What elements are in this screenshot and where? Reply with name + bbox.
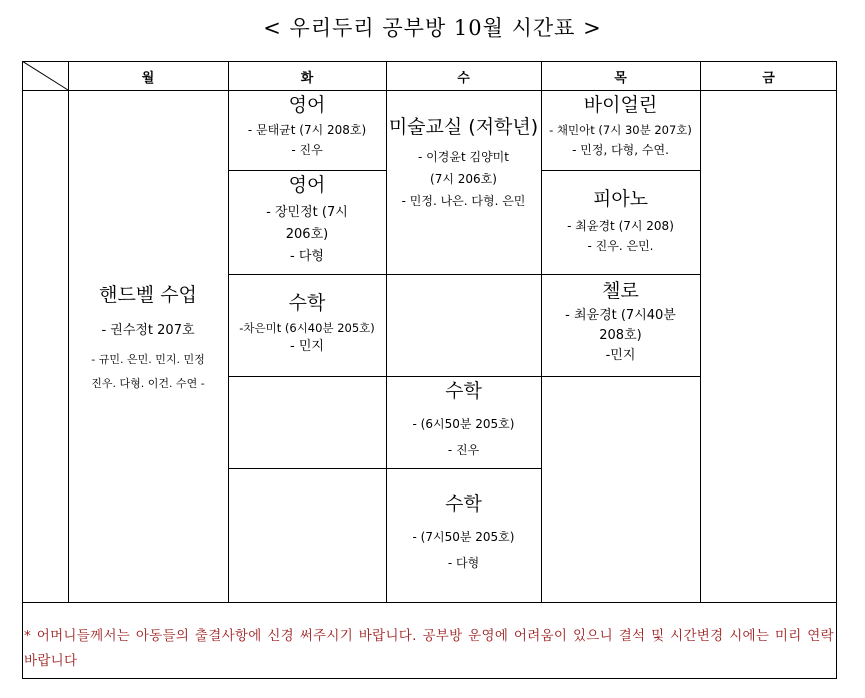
thu-piano <box>541 186 700 256</box>
tue3-teacher: -차은미t (6시40분 205호) <box>239 321 375 335</box>
header-wed: 수 <box>457 70 470 86</box>
tue3-students: - 민지 <box>290 339 324 354</box>
wed1-teacher: - 이경윤t 김양미t <box>418 150 509 164</box>
thu3-teacher-2: 208호) <box>599 328 642 343</box>
thu1-students: - 민정, 다형, 수연. <box>572 143 669 157</box>
header-mon: 월 <box>141 70 155 86</box>
tue1-students: - 진우 <box>291 143 323 157</box>
tue-math <box>228 290 386 356</box>
thu2-teacher: - 최윤경t (7시 208) <box>567 219 674 233</box>
wed3-students: - 다형 <box>447 556 480 570</box>
tue2-teacher: - 장민정t (7시 <box>266 205 348 220</box>
wed1-students: - 민정. 나은. 다형. 은민 <box>401 194 526 208</box>
header-divider <box>22 90 837 91</box>
mon-teacher: - 권수정t 207호 <box>101 323 195 338</box>
tue2-teacher-2: 206호) <box>285 227 329 242</box>
header-tue: 화 <box>300 70 314 86</box>
tue2-students: - 다형 <box>290 249 324 264</box>
tue1-subject: 영어 <box>288 94 326 116</box>
attendance-note: * 어머니들께서는 아동들의 출결사항에 신경 써주시기 바랍니다. 공부방 운영에 어려움이 있으니 결석 및 시간변경 시에는 미리 연락 바랍니다 <box>24 628 834 669</box>
mon-handbell-cell <box>68 282 228 394</box>
page-title: < 우리두리 공부방 10월 시간표 > <box>263 16 602 40</box>
tue3-subject: 수학 <box>288 292 326 314</box>
wed1-teacher-2: (7시 206호) <box>430 172 497 186</box>
thu2-subject: 피아노 <box>592 188 649 210</box>
thu2-students: - 진우. 은민. <box>587 239 654 253</box>
thu1-teacher: - 채민아t (7시 30분 207호) <box>549 123 692 137</box>
tue-english-1 <box>228 92 386 160</box>
mon-students-2: 진우. 다형. 이건. 수연 - <box>91 377 205 390</box>
wed-math-1 <box>386 378 541 460</box>
wed-art <box>386 114 541 212</box>
header-fri: 금 <box>762 70 775 86</box>
wed2-subject: 수학 <box>445 380 482 402</box>
wed3-teacher: - (7시50분 205호) <box>412 530 515 544</box>
wed-math-2 <box>386 491 541 573</box>
thu-cello <box>541 278 700 366</box>
tue-english-2 <box>228 172 386 268</box>
corner-diagonal <box>22 61 69 91</box>
thu3-students: -민지 <box>605 348 636 363</box>
thu3-subject: 첼로 <box>602 280 639 302</box>
wed3-subject: 수학 <box>445 493 482 515</box>
wed1-subject: 미술교실 (저학년) <box>388 116 539 138</box>
thu3-teacher: - 최윤경t (7시40분 <box>565 308 676 323</box>
thu-violin <box>541 92 700 160</box>
header-thu: 목 <box>614 70 627 86</box>
mon-subject: 핸드벨 수업 <box>99 284 197 306</box>
wed2-students: - 진우 <box>447 443 480 457</box>
tue2-subject: 영어 <box>288 174 326 196</box>
wed2-teacher: - (6시50분 205호) <box>412 417 515 431</box>
mon-students: - 규민. 은민. 민지. 민정 <box>91 353 205 366</box>
tue1-teacher: - 문태균t (7시 208호) <box>247 123 367 137</box>
thu1-subject: 바이얼린 <box>583 94 658 116</box>
table-divider-bottom <box>22 602 837 603</box>
